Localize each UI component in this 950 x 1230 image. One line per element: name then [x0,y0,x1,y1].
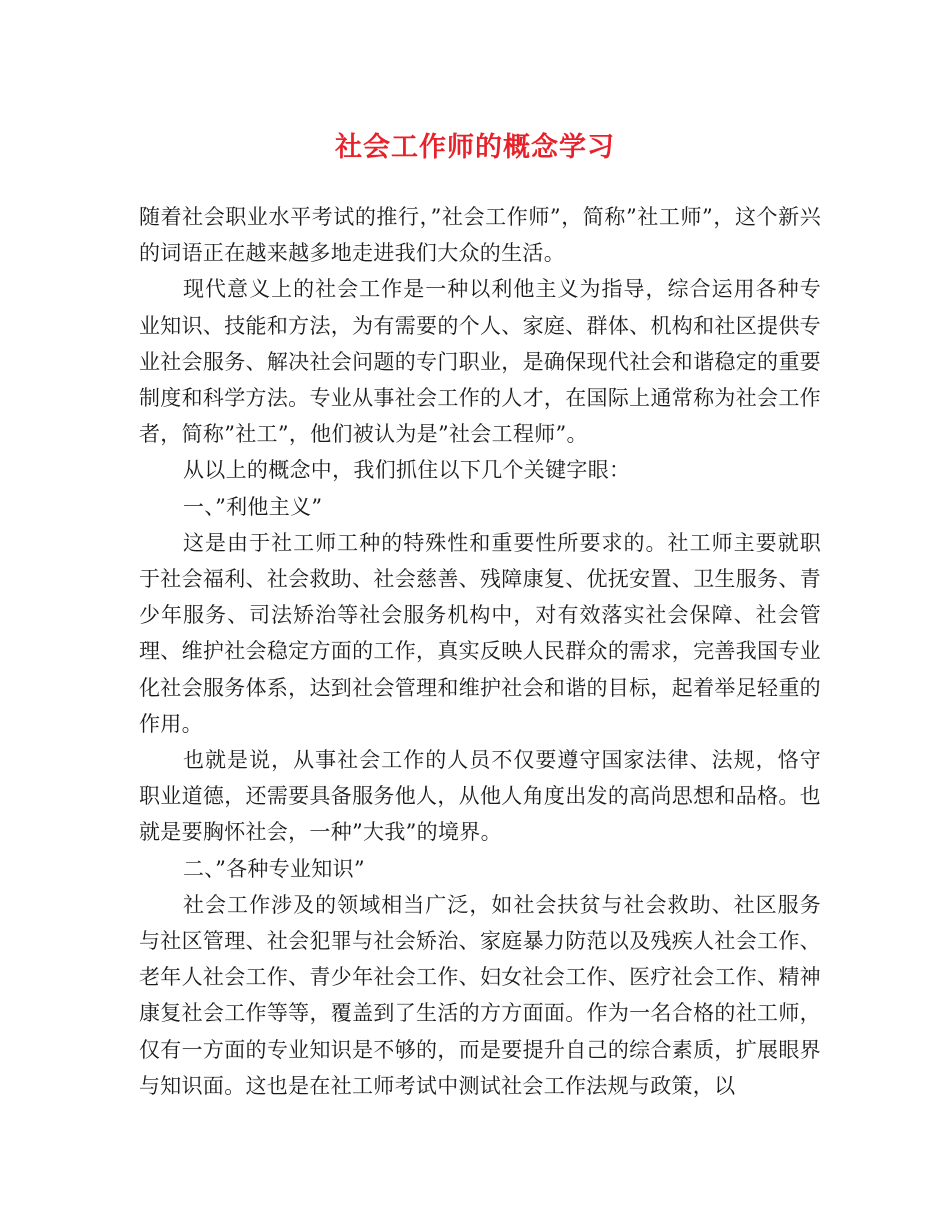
document-title: 社会工作师的概念学习 [335,132,615,163]
paragraph-definition: 现代意义上的社会工作是一种以利他主义为指导，综合运用各种专业知识、技能和方法，为有需要的个人、家庭、群体、机构和社区提供专业社会服务、解决社会问题的专门职业，是确保现代社会和谐稳定的重要制度和科学方法。专业从事社会工作的人才，在国际上通常称为社会工作者，简称”社工”，他们被认为是”社会工程师”。 [139,277,821,447]
paragraph-altruism-reason: 这是由于社工师工种的特殊性和重要性所要求的。社工师主要就职于社会福利、社会救助、社会慈善、残障康复、优抚安置、卫生服务、青少年服务、司法矫治等社会服务机构中，对有效落实社会保障、社会管理、维护社会稳定方面的工作，真实反映人民群众的需求，完善我国专业化社会服务体系，达到社会管理和维护社会和谐的目标，起着举足轻重的作用。 [139,530,821,736]
section-heading-knowledge: 二、”各种专业知识” [183,856,365,881]
paragraph-keywords-lead: 从以上的概念中，我们抓住以下几个关键字眼： [183,458,631,483]
paragraph-altruism-ethics: 也就是说，从事社会工作的人员不仅要遵守国家法律、法规，恪守职业道德，还需要具备服务他人，从他人角度出发的高尚思想和品格。也就是要胸怀社会，一种”大我”的境界。 [139,748,821,845]
paragraph-intro: 随着社会职业水平考试的推行，”社会工作师”，简称”社工师”，这个新兴的词语正在越来越多地走进我们大众的生活。 [139,205,821,266]
paragraph-knowledge-scope: 社会工作涉及的领域相当广泛，如社会扶贫与社会救助、社区服务与社区管理、社会犯罪与社会矫治、家庭暴力防范以及残疾人社会工作、老年人社会工作、青少年社会工作、妇女社会工作、医疗社会工作、精神康复社会工作等等，覆盖到了生活的方方面面。作为一名合格的社工师，仅有一方面的专业知识是不够的，而是要提升自己的综合素质，扩展眼界与知识面。这也是在社工师考试中测试社会工作法规与政策，以 [139,892,821,1098]
document-body [139,199,821,1104]
section-heading-altruism: 一、”利他主义” [183,494,323,519]
